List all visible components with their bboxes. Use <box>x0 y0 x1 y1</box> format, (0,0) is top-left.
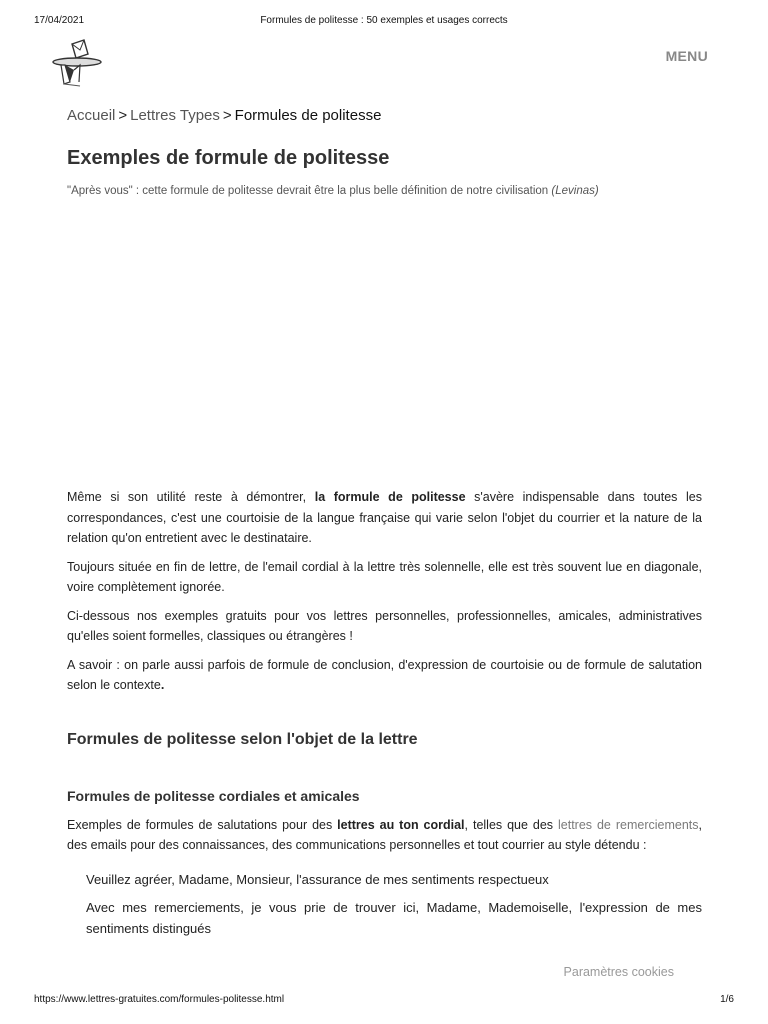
intro-paragraph <box>67 655 702 696</box>
bold-text: . <box>160 678 165 692</box>
text-segment: A savoir : on parle aussi parfois de formule de conclusion, d'expression de courtoisie ou de formule de salutation selon le contexte <box>67 657 702 692</box>
breadcrumb-separator: > <box>222 107 232 124</box>
cookie-settings-button[interactable]: Paramètres cookies <box>563 965 674 979</box>
section-description <box>67 815 702 856</box>
intro-paragraph: Toujours située en fin de lettre, de l'email cordial à la lettre très solennelle, elle est très souvent lue en diagonale, voire complètement ignorée. <box>67 559 702 594</box>
breadcrumb-home-link[interactable]: Accueil <box>67 107 116 124</box>
remerciements-link[interactable]: lettres de remerciements <box>558 817 699 832</box>
quote-author: (Levinas) <box>551 185 599 197</box>
example-item: Avec mes remerciements, je vous prie de trouver ici, Madame, Mademoiselle, l'expression de mes sentiments distingués <box>86 900 702 936</box>
print-page-number: 1/6 <box>720 994 734 1005</box>
intro-quote <box>67 185 599 197</box>
text-segment: Même si son utilité reste à démontrer, <box>67 490 315 504</box>
article-body <box>67 487 702 947</box>
text-segment: s'avère indispensable dans toutes les correspondances, c'est une courtoisie de la langue française qui varie selon l'objet du courrier et la nature de la relation qu'on entretient avec le destinataire. <box>67 490 702 545</box>
text-segment: , telles que des <box>464 817 558 832</box>
bold-text: la formule de politesse <box>314 490 466 504</box>
print-url: https://www.lettres-gratuites.com/formules-politesse.html <box>34 994 285 1005</box>
intro-paragraph <box>67 487 702 549</box>
print-header <box>34 15 734 29</box>
print-date: 17/04/2021 <box>34 15 85 26</box>
breadcrumb <box>67 107 381 124</box>
intro-paragraph: Ci-dessous nos exemples gratuits pour vos lettres personnelles, professionnelles, amicales, administratives qu'elles soient formelles, classiques ou étrangères ! <box>67 608 702 643</box>
text-segment: Exemples de formules de salutations pour des <box>67 817 338 832</box>
bold-text: lettres au ton cordial <box>337 817 465 832</box>
section-heading: Formules de politesse selon l'objet de la lettre <box>67 730 418 748</box>
page-title: Exemples de formule de politesse <box>67 147 390 169</box>
subsection-heading: Formules de politesse cordiales et amicales <box>67 788 360 804</box>
print-document-title: Formules de politesse : 50 exemples et usages corrects <box>260 15 508 26</box>
breadcrumb-lettres-types-link[interactable]: Lettres Types <box>130 107 220 124</box>
breadcrumb-current: Formules de politesse <box>234 107 382 124</box>
waiter-tray-letter-icon <box>50 38 104 90</box>
example-item: Veuillez agréer, Madame, Monsieur, l'assurance de mes sentiments respectueux <box>86 871 549 887</box>
quote-text: "Après vous" : cette formule de politesse devrait être la plus belle définition de notre civilisation <box>67 185 549 197</box>
breadcrumb-separator: > <box>118 107 128 124</box>
text-segment: , des emails pour des connaissances, des communications personnelles et tout courrier au style détendu : <box>67 817 702 852</box>
example-list <box>67 870 702 940</box>
menu-button[interactable]: MENU <box>665 48 708 64</box>
site-logo[interactable] <box>50 38 104 90</box>
